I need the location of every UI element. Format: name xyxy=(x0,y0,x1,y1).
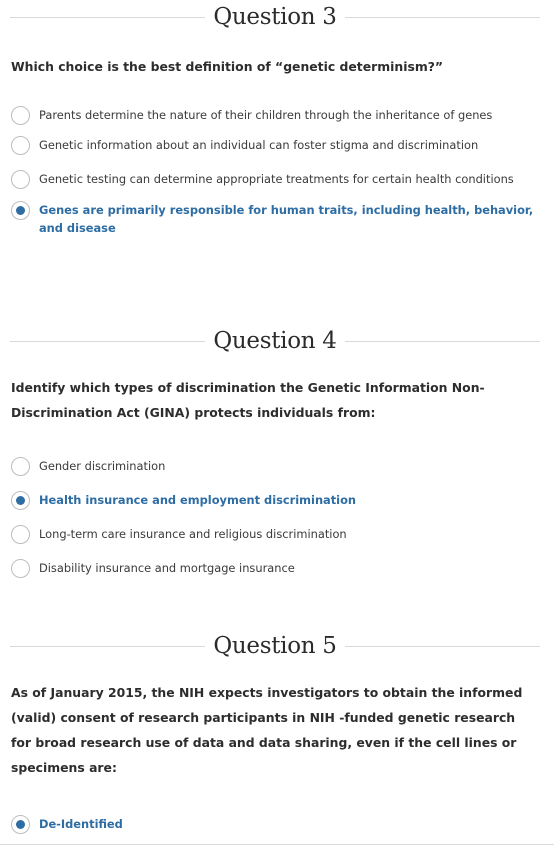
answer-option[interactable] xyxy=(11,106,541,124)
answer-option-selected[interactable] xyxy=(11,815,541,833)
question-5 xyxy=(0,629,554,663)
radio-button-checked[interactable] xyxy=(11,201,30,220)
answer-options xyxy=(11,815,541,846)
divider xyxy=(345,341,540,342)
radio-button-checked[interactable] xyxy=(11,491,30,510)
divider xyxy=(0,844,554,845)
radio-button[interactable] xyxy=(11,457,30,476)
answer-option[interactable] xyxy=(11,170,541,188)
question-prompt: As of January 2015, the NIH expects investigators to obtain the informed (valid) consent of research participants in NIH -funded genetic research for broad research use of data and data sharing, even if the cell lines or specimens are: xyxy=(11,685,523,775)
radio-button-checked[interactable] xyxy=(11,815,30,834)
question-header xyxy=(10,0,540,34)
answer-label: Genetic information about an individual can foster stigma and discrimination xyxy=(39,138,479,152)
radio-button[interactable] xyxy=(11,106,30,125)
question-title: Question 4 xyxy=(213,328,337,354)
answer-label: Disability insurance and mortgage insurance xyxy=(39,561,295,575)
answer-label: Genetic testing can determine appropriate treatments for certain health conditions xyxy=(39,172,514,186)
answer-options xyxy=(11,457,541,590)
question-title: Question 3 xyxy=(213,4,337,30)
question-header xyxy=(10,324,540,358)
answer-option[interactable] xyxy=(11,525,541,543)
radio-button[interactable] xyxy=(11,136,30,155)
question-4 xyxy=(0,324,554,358)
answer-option-selected[interactable] xyxy=(11,491,541,509)
answer-option[interactable] xyxy=(11,457,541,475)
answer-option-selected[interactable] xyxy=(11,201,541,237)
radio-button[interactable] xyxy=(11,559,30,578)
answer-label: Health insurance and employment discrimination xyxy=(39,493,357,507)
question-3 xyxy=(0,0,554,34)
answer-label: Genes are primarily responsible for human traits, including health, behavior, and disease xyxy=(39,203,534,235)
answer-label: Parents determine the nature of their children through the inheritance of genes xyxy=(39,108,493,122)
radio-button[interactable] xyxy=(11,170,30,189)
question-prompt: Identify which types of discrimination the Genetic Information Non-Discrimination Act (GINA) protects individuals from: xyxy=(11,380,485,420)
answer-label: Long-term care insurance and religious discrimination xyxy=(39,527,347,541)
answer-label: De-Identified xyxy=(39,817,123,831)
divider xyxy=(345,646,540,647)
answer-option[interactable] xyxy=(11,559,541,577)
answer-label: Gender discrimination xyxy=(39,459,166,473)
question-prompt: Which choice is the best definition of “genetic determinism?” xyxy=(11,59,444,74)
question-header xyxy=(10,629,540,663)
divider xyxy=(345,17,540,18)
answer-options xyxy=(11,106,541,250)
radio-button[interactable] xyxy=(11,525,30,544)
answer-option[interactable] xyxy=(11,136,541,154)
question-title: Question 5 xyxy=(213,633,337,659)
